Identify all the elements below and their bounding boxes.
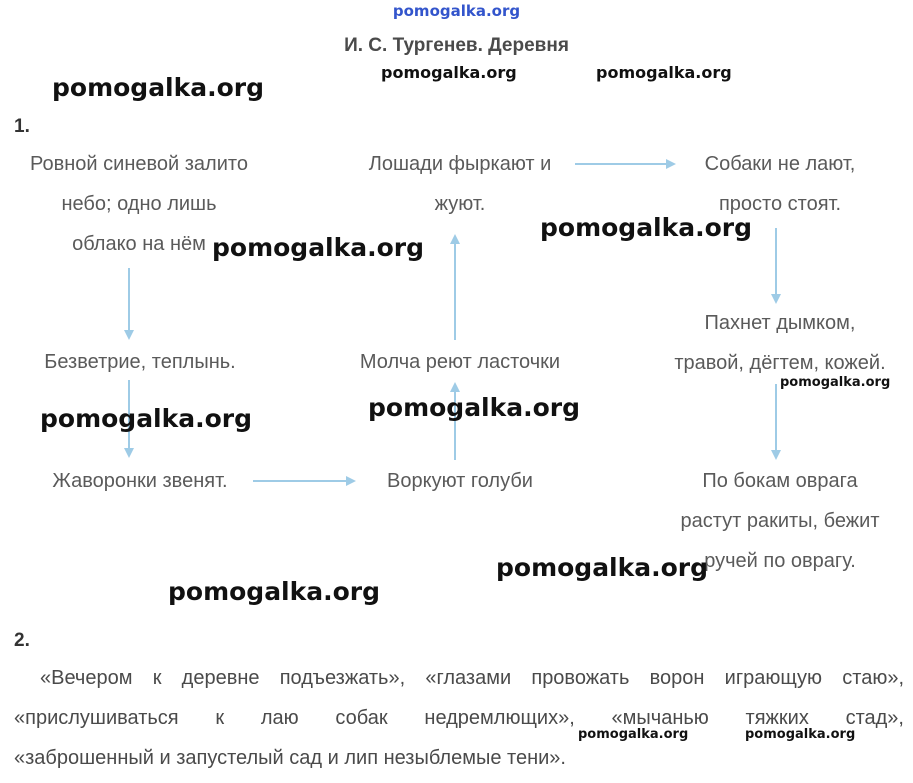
watermark-text: pomogalka.org <box>578 727 689 742</box>
watermark-text: pomogalka.org <box>168 577 381 606</box>
watermark-text: pomogalka.org <box>52 73 265 102</box>
node-dogs <box>670 144 890 224</box>
node-doves: Воркуют голуби <box>387 470 533 492</box>
section-number-1: 1. <box>14 116 30 137</box>
node-smell-line: Пахнет дымком, <box>704 312 856 334</box>
node-horses <box>340 144 580 224</box>
watermark-text: pomogalka.org <box>368 393 581 422</box>
section-number-2: 2. <box>14 630 30 651</box>
node-smell-line: травой, дёгтем, кожей. <box>674 352 886 374</box>
paragraph-line: «прислушиваться к лаю собак недремлющих», «мычанью тяжких стад», <box>14 707 904 729</box>
node-swallows: Молча реют ласточки <box>359 351 561 373</box>
watermark-text: pomogalka.org <box>40 404 253 433</box>
node-ravine-line: растут ракиты, бежит <box>680 510 880 532</box>
node-horses-line: Лошади фыркают и <box>368 153 552 175</box>
node-ravine-line: По бокам оврага <box>702 470 858 492</box>
node-sky-line: небо; одно лишь <box>61 193 217 215</box>
page-title: И. С. Тургенев. Деревня <box>344 35 569 56</box>
node-dogs-line: просто стоят. <box>718 193 842 215</box>
watermark-text: pomogalka.org <box>381 63 517 82</box>
node-sky-line: Ровной синевой залито <box>30 153 248 175</box>
section-2-paragraph <box>14 658 904 778</box>
site-mark: pomogalka.org <box>392 2 521 20</box>
watermark-text: pomogalka.org <box>596 63 732 82</box>
watermark-text: pomogalka.org <box>540 213 753 242</box>
paragraph-line: «Вечером к деревне подъезжать», «глазами провожать ворон играющую стаю», <box>40 667 904 689</box>
paragraph-line: «заброшенный и запустелый сад и лип незыблемые тени». <box>14 747 566 769</box>
watermark-text: pomogalka.org <box>496 553 709 582</box>
node-smell <box>650 303 910 383</box>
node-sky-line: облако на нём <box>72 233 206 255</box>
node-ravine-line: ручей по оврагу. <box>704 550 856 572</box>
watermark-text: pomogalka.org <box>745 727 856 742</box>
node-dogs-line: Собаки не лают, <box>704 153 856 175</box>
watermark-text: pomogalka.org <box>212 233 425 262</box>
watermark-text: pomogalka.org <box>780 375 891 390</box>
node-horses-line: жуют. <box>434 193 486 215</box>
node-calm: Безветрие, теплынь. <box>44 351 236 373</box>
node-larks: Жаворонки звенят. <box>52 470 228 492</box>
